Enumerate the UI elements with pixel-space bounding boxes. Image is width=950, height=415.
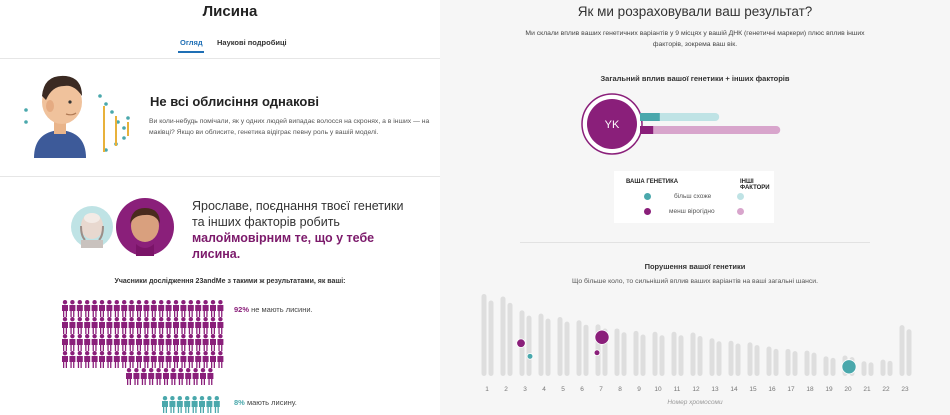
person-icon (178, 368, 184, 385)
chromosome-label: 12 (692, 386, 700, 393)
chromosome-label: 1 (485, 386, 489, 393)
legend-genetics-less-dot (644, 208, 651, 215)
person-icon (166, 334, 172, 351)
overall-impact-chart (580, 88, 820, 160)
person-icon (158, 351, 164, 368)
person-icon (69, 317, 75, 334)
person-icon (158, 334, 164, 351)
chromosome-10-pair (660, 335, 665, 376)
chromosome-label: 4 (542, 386, 546, 393)
chromosome-label: 7 (599, 386, 603, 393)
chromosome-axis-title: Номер хромосоми (667, 399, 723, 406)
chromosome-9 (634, 331, 639, 376)
chromosome-label: 14 (730, 386, 738, 393)
person-icon (114, 317, 120, 334)
person-icon (99, 351, 105, 368)
section-heading: Не всі облисіння однакові (150, 94, 319, 109)
person-icon (210, 351, 216, 368)
person-icon (129, 334, 135, 351)
chromosome-chart (470, 292, 920, 398)
person-icon (207, 368, 213, 385)
chromosome-15-pair (755, 345, 760, 376)
person-icon (173, 351, 179, 368)
chromosome-6 (577, 320, 582, 376)
calculation-panel (440, 0, 950, 415)
person-icon (84, 334, 90, 351)
person-icon (143, 351, 149, 368)
chromosome-13-pair (717, 341, 722, 376)
chromosome-12-pair (698, 336, 703, 376)
person-icon (188, 317, 194, 334)
chromosome-18 (805, 351, 810, 376)
chromosome-4 (539, 314, 544, 376)
chromosome-2-pair (508, 303, 513, 376)
man-illustration (20, 66, 138, 158)
chromosome-label: 8 (618, 386, 622, 393)
person-icon (166, 317, 172, 334)
chromosome-21 (862, 361, 867, 376)
person-icon (158, 317, 164, 334)
chromosome-label: 22 (882, 386, 890, 393)
person-icon (180, 317, 186, 334)
divider (0, 58, 440, 59)
chromosome-21-pair (869, 362, 874, 376)
chromosome-label: 20 (844, 386, 852, 393)
person-icon (156, 368, 162, 385)
person-icon (136, 317, 142, 334)
person-icon (206, 396, 212, 413)
person-icon (84, 300, 90, 317)
person-icon (77, 334, 83, 351)
overall-impact-label: Загальний вплив вашої генетики + інших факторів (600, 74, 790, 83)
chromosome-label: 3 (523, 386, 527, 393)
person-icon (195, 351, 201, 368)
chromosome-label: 19 (825, 386, 833, 393)
genetics-less-bar (640, 126, 653, 134)
person-icon (126, 368, 132, 385)
person-icon (143, 317, 149, 334)
person-icon (114, 351, 120, 368)
chromosome-6-pair (584, 325, 589, 376)
chromosome-label: 5 (561, 386, 565, 393)
person-icon (162, 396, 168, 413)
person-icon (217, 351, 223, 368)
legend-genetics-header: ВАША ГЕНЕТИКА (626, 179, 679, 185)
person-icon (62, 317, 68, 334)
chromosome-16-pair (774, 349, 779, 376)
chromosome-label: 15 (749, 386, 757, 393)
chromosome-label: 9 (637, 386, 641, 393)
variant-marker (517, 339, 526, 348)
person-icon (114, 334, 120, 351)
chromosome-16 (767, 346, 772, 376)
chromosome-12 (691, 333, 696, 376)
person-icon (180, 300, 186, 317)
person-icon (195, 317, 201, 334)
chromosome-label: 23 (901, 386, 909, 393)
person-icon (166, 351, 172, 368)
chromosome-8 (615, 328, 620, 376)
person-icon (195, 300, 201, 317)
person-icon (217, 300, 223, 317)
person-icon (92, 334, 98, 351)
person-icon (203, 351, 209, 368)
person-icon (99, 300, 105, 317)
person-icon (62, 300, 68, 317)
person-icon (170, 368, 176, 385)
person-icon (210, 317, 216, 334)
chromosome-19-pair (831, 358, 836, 376)
active-tab-indicator (178, 51, 204, 53)
person-icon (184, 396, 190, 413)
chromosome-19 (824, 356, 829, 376)
chromosome-label: 13 (711, 386, 719, 393)
person-icon (169, 396, 175, 413)
chromosome-label: 21 (863, 386, 871, 393)
chromosome-11-pair (679, 335, 684, 376)
chromosome-18-pair (812, 353, 817, 376)
person-icon (136, 334, 142, 351)
impact-legend (614, 171, 774, 223)
chromosome-23 (900, 325, 905, 376)
person-icon (151, 351, 157, 368)
person-icon (217, 334, 223, 351)
person-icon (217, 317, 223, 334)
chromosome-4-pair (546, 319, 551, 376)
chromosome-section-title: Порушення вашої генетики (644, 262, 746, 271)
person-icon (121, 317, 127, 334)
chromosome-3-pair (527, 316, 532, 376)
person-icon (129, 317, 135, 334)
no-baldness-stat: 92% не мають лисини. (234, 305, 313, 314)
chromosome-22 (881, 360, 886, 376)
person-icon (136, 300, 142, 317)
person-icon (84, 351, 90, 368)
person-icon (69, 351, 75, 368)
person-icon (193, 368, 199, 385)
genetics-more-bar (640, 113, 660, 121)
person-icon (106, 317, 112, 334)
person-icon (177, 396, 183, 413)
chromosome-15 (748, 342, 753, 376)
person-icon (114, 300, 120, 317)
person-icon (92, 317, 98, 334)
person-icon (173, 300, 179, 317)
person-icon (199, 396, 205, 413)
person-icon (203, 300, 209, 317)
person-icon (188, 334, 194, 351)
chromosome-8-pair (622, 332, 627, 376)
person-icon (214, 396, 220, 413)
bald-person-icon (71, 206, 113, 248)
person-icon (77, 317, 83, 334)
legend-other-header: ІНШІ ФАКТОРИ (740, 179, 770, 191)
chromosome-9-pair (641, 335, 646, 376)
person-icon (210, 334, 216, 351)
person-icon (106, 334, 112, 351)
chromosome-section-desc: Що більше коло, то сильніший вплив ваших варіантів на ваші загальні шанси. (572, 278, 818, 285)
chromosome-13 (710, 338, 715, 376)
person-icon (129, 300, 135, 317)
chromosome-label: 16 (768, 386, 776, 393)
person-icon (180, 351, 186, 368)
legend-more-label: більш схоже (674, 193, 712, 200)
person-icon (106, 351, 112, 368)
person-icon (148, 368, 154, 385)
variant-marker (595, 330, 609, 344)
person-icon (69, 334, 75, 351)
person-icon (69, 300, 75, 317)
baldness-stat: 8% мають лисину. (234, 398, 297, 407)
chromosome-label: 2 (504, 386, 508, 393)
person-icon (203, 334, 209, 351)
chromosome-1-pair (489, 301, 494, 376)
person-icon (136, 351, 142, 368)
person-icon (62, 334, 68, 351)
chromosome-17 (786, 349, 791, 376)
person-icon (188, 300, 194, 317)
chromosome-label: 18 (806, 386, 814, 393)
person-icon (195, 334, 201, 351)
section-body: Ви коли-небудь помічали, як у одних людей випадає волосся на скронях, а в інших — на маківці? Якщо ви облисите, генетика відіграє певну роль у вашій моделі. (149, 118, 430, 136)
legend-other-more-dot (737, 193, 744, 200)
person-icon (180, 334, 186, 351)
person-icon (185, 368, 191, 385)
other-factors-less-bar (640, 126, 780, 134)
legend-other-less-dot (737, 208, 744, 215)
study-participants-title: Учасники дослідження 23andMe з такими ж результатами, як ваші: (114, 278, 346, 285)
legend-less-label: менш вірогідно (669, 208, 715, 215)
person-icon (188, 351, 194, 368)
person-icon (77, 351, 83, 368)
person-icon (192, 396, 198, 413)
person-icon (163, 368, 169, 385)
person-icon (158, 300, 164, 317)
variant-marker (527, 353, 533, 359)
person-icon (141, 368, 147, 385)
person-icon (121, 300, 127, 317)
person-icon (129, 351, 135, 368)
person-icon (173, 334, 179, 351)
chromosome-label: 11 (673, 386, 681, 393)
person-icon (92, 351, 98, 368)
chromosome-14-pair (736, 344, 741, 376)
chromosome-2 (501, 296, 506, 376)
divider (0, 176, 440, 177)
person-icon (99, 317, 105, 334)
tab-overview[interactable]: Огляд (180, 38, 203, 47)
variant-marker (594, 350, 600, 356)
avatar-initials: YK (604, 119, 620, 131)
chromosome-1 (482, 294, 487, 376)
tab-scientific-details[interactable]: Наукові подробиці (217, 38, 287, 47)
chromosome-14 (729, 341, 734, 376)
chromosome-label: 6 (580, 386, 584, 393)
person-icon (92, 300, 98, 317)
person-icon (203, 317, 209, 334)
person-icon (106, 300, 112, 317)
person-icon (151, 334, 157, 351)
chromosome-22-pair (888, 361, 893, 376)
chromosome-5 (558, 317, 563, 376)
chromosome-5-pair (565, 322, 570, 376)
chromosome-17-pair (793, 351, 798, 376)
chromosome-label: 10 (654, 386, 662, 393)
divider (520, 242, 870, 243)
people-pictograph (60, 300, 230, 415)
person-icon (84, 317, 90, 334)
legend-genetics-more-dot (644, 193, 651, 200)
page-title: Лисина (202, 3, 258, 20)
calculation-title: Як ми розраховували ваш результат? (577, 4, 813, 19)
calculation-intro: Ми склали вплив ваших генетичних варіантів у 9 місцях у вашій ДНК (генетичні маркери) плюс вплив інших факторів, зокрема ваш вік. (525, 30, 865, 48)
person-icon (210, 300, 216, 317)
result-highlight: малоймовірним те, що у тебе лисина. (192, 231, 375, 261)
person-icon (151, 317, 157, 334)
variant-marker (842, 360, 856, 374)
person-icon (143, 300, 149, 317)
person-icon (151, 300, 157, 317)
chromosome-label: 17 (787, 386, 795, 393)
person-icon (99, 334, 105, 351)
person-icon (166, 300, 172, 317)
chromosome-23-pair (907, 329, 912, 376)
person-icon (133, 368, 139, 385)
person-icon (77, 300, 83, 317)
chromosome-11 (672, 332, 677, 376)
person-icon (143, 334, 149, 351)
haired-person-icon (116, 198, 174, 256)
person-icon (121, 334, 127, 351)
overview-panel (0, 0, 440, 415)
person-icon (200, 368, 206, 385)
result-message: Ярославе, поєднання твоєї генетики та інших факторів робить малоймовірним те, що у тебе лисина. (192, 199, 404, 261)
person-icon (121, 351, 127, 368)
chromosome-10 (653, 332, 658, 376)
person-icon (173, 317, 179, 334)
person-icon (62, 351, 68, 368)
